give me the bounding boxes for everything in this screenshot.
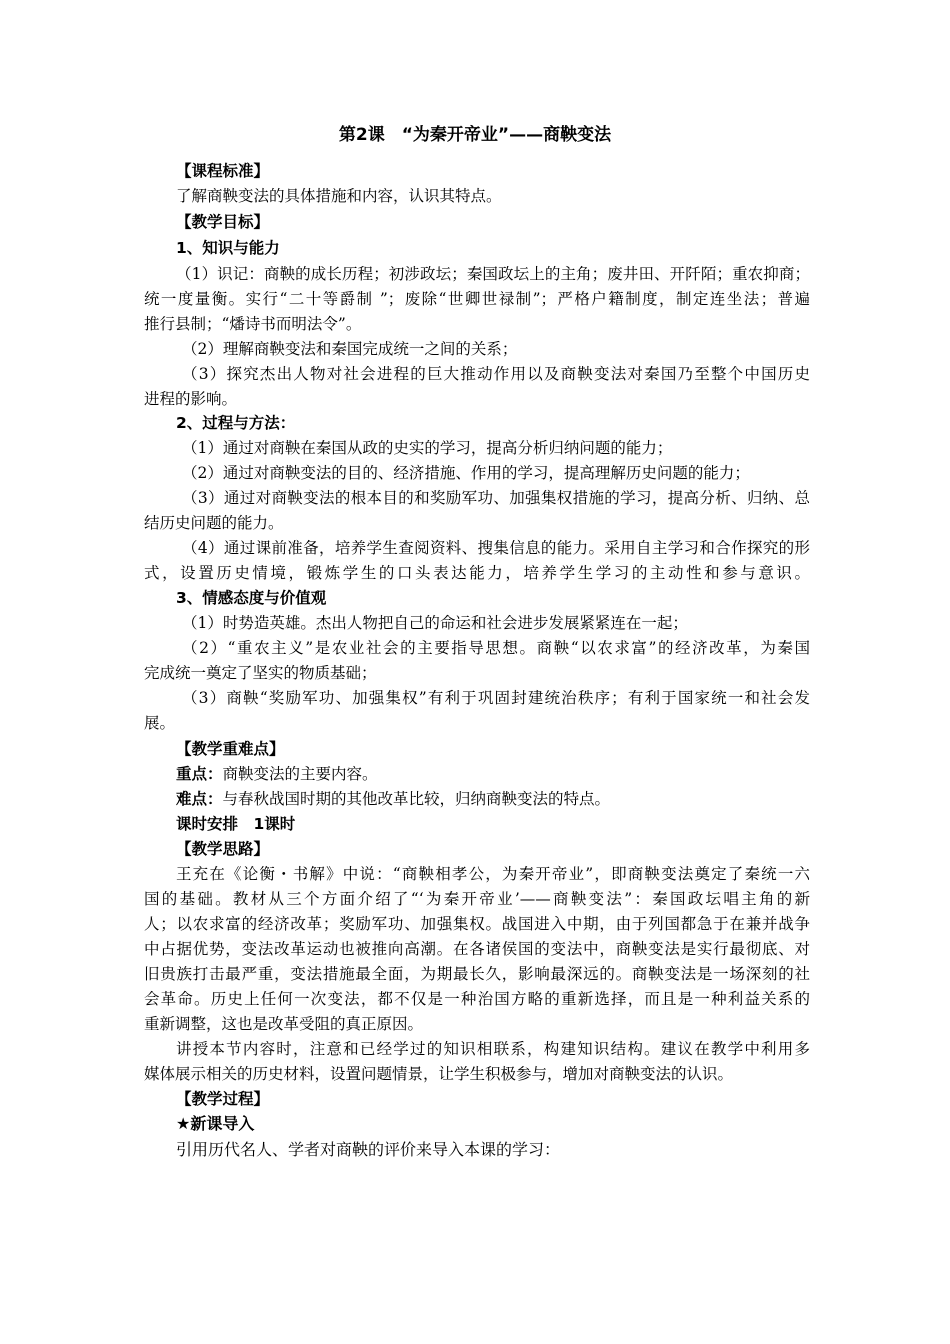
teaching-ideas-line: 重新调整，这也是改革受阻的真正原因。 bbox=[144, 1015, 424, 1033]
key-point-label: 重点： bbox=[176, 765, 223, 783]
difficult-point-label: 难点： bbox=[176, 790, 223, 808]
key-point-text: 商鞅变法的主要内容。 bbox=[222, 765, 378, 783]
knowledge-p1-line: （1）识记：商鞅的成长历程；初涉政坛；秦国政坛上的主角；废井田、开阡陌；重农抑商； bbox=[176, 265, 810, 283]
teaching-ideas-line: 人；以农求富的经济改革；奖励军功、加强集权。战国进入中期，由于列国都急于在兼并战争 bbox=[144, 915, 810, 933]
process-heading: 2、过程与方法： bbox=[176, 414, 296, 432]
key-point-line bbox=[176, 762, 810, 786]
emotion-heading: 3、情感态度与价值观 bbox=[176, 589, 327, 607]
knowledge-p3-line: 进程的影响。 bbox=[144, 390, 238, 408]
teaching-ideas-line: 讲授本节内容时，注意和已经学过的知识相联系，构建知识结构。建议在教学中利用多 bbox=[176, 1040, 810, 1058]
course-standard-text: 了解商鞅变法的具体措施和内容，认识其特点。 bbox=[176, 187, 502, 205]
emotion-p2-line: （2）“重农主义”是农业社会的主要指导思想。商鞅“以农求富”的经济改革，为秦国 bbox=[182, 639, 810, 657]
knowledge-heading: 1、知识与能力 bbox=[176, 239, 280, 257]
intro-heading: ★新课导入 bbox=[176, 1114, 255, 1133]
process-p4-line: 式，设置历史情境，锻炼学生的口头表达能力，培养学生学习的主动性和参与意识。 bbox=[144, 564, 810, 582]
emotion-p2-line: 完成统一奠定了坚实的物质基础； bbox=[144, 664, 377, 682]
emotion-p3-line: 展。 bbox=[144, 714, 176, 732]
process-p3-line: 结历史问题的能力。 bbox=[144, 514, 284, 532]
difficult-point-line bbox=[176, 787, 810, 811]
emotion-p1: （1）时势造英雄。杰出人物把自己的命运和社会进步发展紧紧连在一起； bbox=[182, 614, 688, 632]
knowledge-p1-line: 统一度量衡。实行“二十等爵制 ”；废除“世卿世禄制”；严格户籍制度，制定连坐法；普遍 bbox=[144, 290, 810, 308]
objectives-heading: 【教学目标】 bbox=[176, 213, 270, 231]
lesson-title: 第2课 “为秦开帝业”——商鞅变法 bbox=[338, 125, 612, 145]
intro-text: 引用历代名人、学者对商鞅的评价来导入本课的学习： bbox=[176, 1140, 561, 1159]
key-points-heading: 【教学重难点】 bbox=[176, 740, 285, 758]
teaching-ideas-line: 国的基础。教材从三个方面介绍了“‘为秦开帝业’——商鞅变法”：秦国政坛唱主角的新 bbox=[144, 890, 810, 908]
knowledge-p3-line: （3）探究杰出人物对社会进程的巨大推动作用以及商鞅变法对秦国乃至整个中国历史 bbox=[182, 365, 810, 383]
schedule: 课时安排 1课时 bbox=[176, 815, 296, 833]
knowledge-p1-line: 推行县制；“燔诗书而明法令”。 bbox=[144, 315, 362, 333]
course-standard-heading: 【课程标准】 bbox=[176, 162, 270, 180]
difficult-point-text: 与春秋战国时期的其他改革比较，归纳商鞅变法的特点。 bbox=[222, 790, 611, 808]
process-p4-line: （4）通过课前准备，培养学生查阅资料、搜集信息的能力。采用自主学习和合作探究的形 bbox=[182, 539, 810, 557]
teaching-ideas-line: 媒体展示相关的历史材料，设置问题情景，让学生积极参与，增加对商鞅变法的认识。 bbox=[144, 1065, 734, 1083]
teaching-ideas-line: 中占据优势，变法改革运动也被推向高潮。在各诸侯国的变法中，商鞅变法是实行最彻底、对 bbox=[144, 940, 810, 958]
teaching-ideas-line: 会革命。历史上任何一次变法，都不仅是一种治国方略的重新选择，而且是一种利益关系的 bbox=[144, 990, 810, 1008]
process-p1: （1）通过对商鞅在秦国从政的史实的学习，提高分析归纳问题的能力； bbox=[182, 439, 673, 457]
process-p2: （2）通过对商鞅变法的目的、经济措施、作用的学习，提高理解历史问题的能力； bbox=[182, 464, 750, 482]
teaching-ideas-heading: 【教学思路】 bbox=[176, 840, 270, 858]
knowledge-p2: （2）理解商鞅变法和秦国完成统一之间的关系； bbox=[182, 340, 518, 358]
process-p3-line: （3）通过对商鞅变法的根本目的和奖励军功、加强集权措施的学习，提高分析、归纳、总 bbox=[182, 489, 810, 507]
emotion-p3-line: （3）商鞅“奖励军功、加强集权”有利于巩固封建统治秩序；有利于国家统一和社会发 bbox=[182, 689, 810, 707]
process-section-heading: 【教学过程】 bbox=[176, 1090, 270, 1108]
teaching-ideas-line: 王充在《论衡・书解》中说：“商鞅相孝公，为秦开帝业”，即商鞅变法奠定了秦统一六 bbox=[176, 865, 810, 883]
teaching-ideas-line: 旧贵族打击最严重，变法措施最全面，为期最长久，影响最深远的。商鞅变法是一场深刻的社 bbox=[144, 965, 810, 983]
